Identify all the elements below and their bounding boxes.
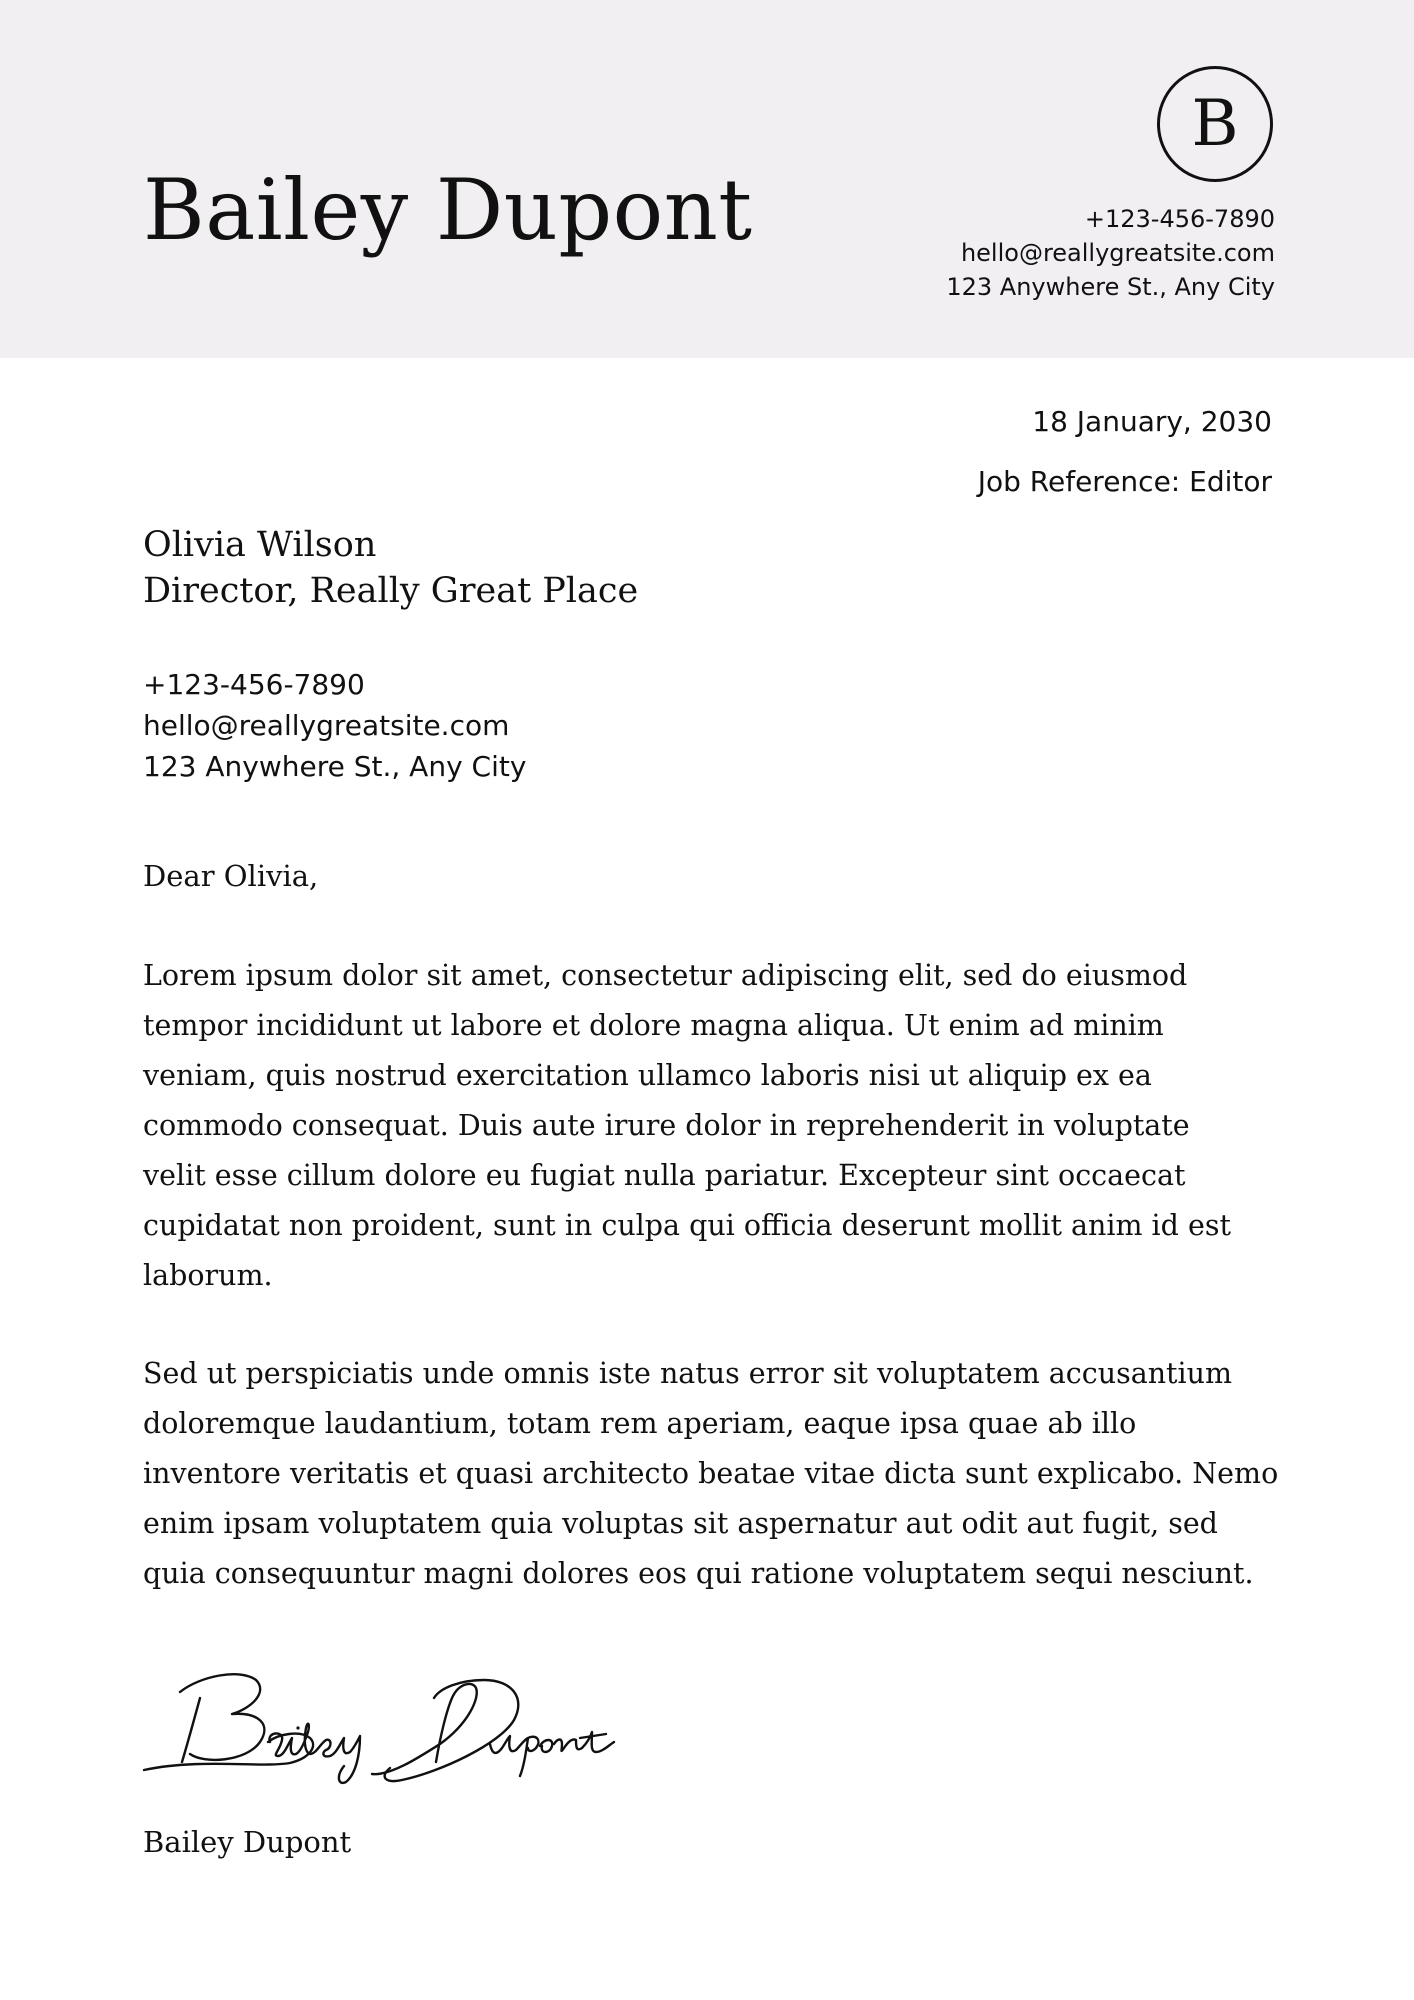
body-paragraph-1 [143, 951, 1283, 1301]
handwritten-signature [140, 1658, 620, 1788]
paragraph-line: tempor incididunt ut labore et dolore magna aliqua. Ut enim ad minim [143, 1009, 1164, 1042]
letter-date: 18 January, 2030 [1032, 405, 1272, 438]
recipient-address: 123 Anywhere St., Any City [143, 750, 527, 783]
recipient-block [143, 522, 638, 614]
paragraph-line: commodo consequat. Duis aute irure dolor in reprehenderit in voluptate [143, 1109, 1190, 1142]
sender-phone: +123-456-7890 [1084, 205, 1275, 233]
recipient-phone: +123-456-7890 [143, 668, 365, 701]
recipient-title: Director, Really Great Place [143, 571, 639, 611]
paragraph-line: veniam, quis nostrud exercitation ullamco laboris nisi ut aliquip ex ea [143, 1059, 1152, 1092]
paragraph-line: inventore veritatis et quasi architecto beatae vitae dicta sunt explicabo. Nemo [143, 1457, 1279, 1490]
recipient-name: Olivia Wilson [143, 525, 377, 565]
paragraph-line: enim ipsam voluptatem quia voluptas sit aspernatur aut odit aut fugit, sed [143, 1507, 1218, 1540]
paragraph-line: doloremque laudantium, totam rem aperiam, eaque ipsa quae ab illo [143, 1407, 1137, 1440]
paragraph-line: Sed ut perspiciatis unde omnis iste natus error sit voluptatem accusantium [143, 1357, 1232, 1390]
body-paragraph-2 [143, 1349, 1283, 1599]
paragraph-line: velit esse cillum dolore eu fugiat nulla pariatur. Excepteur sint occaecat [143, 1159, 1186, 1192]
sender-name: Bailey Dupont [143, 161, 753, 259]
paragraph-line: quia consequuntur magni dolores eos qui ratione voluptatem sequi nesciunt. [143, 1557, 1254, 1590]
paragraph-line: Lorem ipsum dolor sit amet, consectetur adipiscing elit, sed do eiusmod [143, 959, 1188, 992]
job-reference: Job Reference: Editor [977, 465, 1272, 498]
recipient-email: hello@reallygreatsite.com [143, 709, 510, 742]
salutation: Dear Olivia, [143, 859, 319, 893]
paragraph-line: cupidatat non proident, sunt in culpa qui officia deserunt mollit anim id est [143, 1209, 1231, 1242]
closing-name: Bailey Dupont [143, 1825, 352, 1859]
sender-address: 123 Anywhere St., Any City [946, 273, 1275, 301]
letter-meta [978, 392, 1272, 512]
paragraph-line: laborum. [143, 1259, 273, 1292]
letterhead-header [0, 0, 1414, 358]
recipient-contact [143, 664, 526, 787]
sender-email: hello@reallygreatsite.com [960, 239, 1275, 267]
monogram-logo: B [1157, 66, 1273, 182]
sender-contact [946, 202, 1275, 304]
